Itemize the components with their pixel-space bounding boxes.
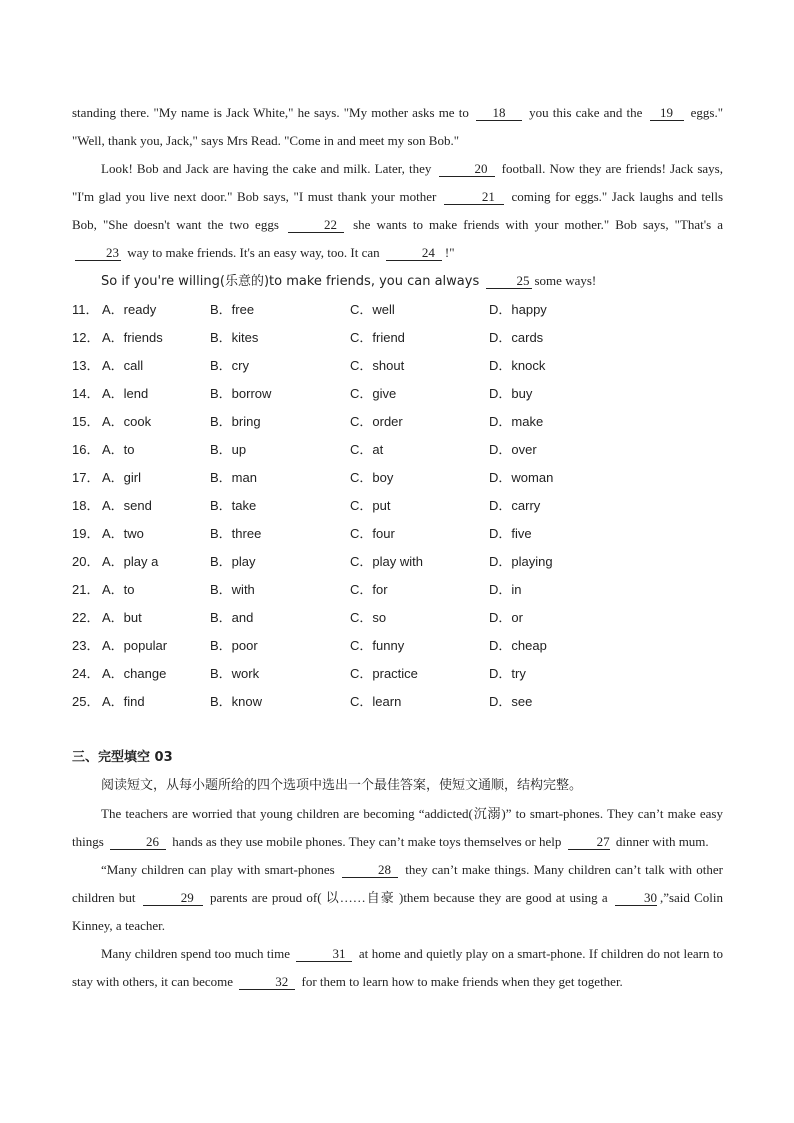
question-number: 15． <box>72 414 100 429</box>
passage-text: dinner with mum. <box>615 834 709 849</box>
section-instructions: 阅读短文，从每小题所给的四个选项中选出一个最佳答案，使短文通顺，结构完整。 <box>101 778 583 793</box>
option-d: D．over <box>489 442 537 457</box>
passage-text: hands as they use mobile phones. They can’t make toys themselves or help <box>172 834 562 849</box>
question-row <box>72 576 723 604</box>
passage-text: standing there. "My name is Jack White," he says. "My mother asks me to <box>72 105 469 120</box>
question-number: 16． <box>72 442 100 457</box>
question-number: 25． <box>72 694 100 709</box>
option-c: C．learn <box>350 694 402 709</box>
question-row <box>72 520 723 548</box>
option-c: C．play with <box>350 554 423 569</box>
option-c: C．give <box>350 386 397 401</box>
passage-text: So if you're willing(乐意的)to make friends, you can always <box>101 274 480 289</box>
option-a: A．play a <box>102 554 159 569</box>
option-a: A．two <box>102 526 144 541</box>
option-a: A．cook <box>102 414 152 429</box>
option-b: B．free <box>210 302 255 317</box>
document-page <box>72 99 723 996</box>
question-number: 12． <box>72 330 100 345</box>
passage-text: they can’t make things. Many children can’t talk with other children but <box>72 862 724 905</box>
question-row <box>72 296 723 324</box>
option-d: D．woman <box>489 470 554 485</box>
passage-text: eggs." "Well, thank you, Jack," says Mrs Read. "Come in and meet my son Bob." <box>72 105 724 148</box>
option-c: C．at <box>350 442 384 457</box>
option-d: D．knock <box>489 358 546 373</box>
option-a: A．change <box>102 666 167 681</box>
option-b: B．cry <box>210 358 250 373</box>
option-c: C．funny <box>350 638 405 653</box>
option-c: C．practice <box>350 666 418 681</box>
blank-23: 23 <box>75 245 121 261</box>
option-a: A．girl <box>102 470 142 485</box>
passage-text: Many children spend too much time <box>101 946 291 961</box>
blank-18: 18 <box>476 105 522 121</box>
passage-paragraph <box>72 800 723 856</box>
question-number: 23． <box>72 638 100 653</box>
blank-26: 26 <box>110 834 166 850</box>
option-a: A．find <box>102 694 145 709</box>
option-c: C．shout <box>350 358 405 373</box>
option-b: B．up <box>210 442 247 457</box>
blank-19: 19 <box>650 105 684 121</box>
blank-20: 20 <box>439 161 495 177</box>
blank-22: 22 <box>288 217 344 233</box>
passage-text: at home and quietly play on a smart-phone. If children do not learn to stay with others, it can become <box>72 946 723 989</box>
blank-27: 27 <box>568 834 610 850</box>
option-a: A．to <box>102 442 135 457</box>
option-d: D．buy <box>489 386 533 401</box>
passage-text: ,”said Colin Kinney, a teacher. <box>72 890 724 933</box>
option-b: B．play <box>210 554 256 569</box>
passage-paragraph <box>72 99 723 155</box>
passage-text: Look! Bob and Jack are having the cake and milk. Later, they <box>101 161 432 176</box>
option-b: B．borrow <box>210 386 272 401</box>
option-b: B．three <box>210 526 262 541</box>
option-c: C．order <box>350 414 403 429</box>
option-d: D．happy <box>489 302 547 317</box>
blank-28: 28 <box>342 862 398 878</box>
passage-text: way to make friends. It's an easy way, too. It can <box>127 245 380 260</box>
question-number: 14． <box>72 386 100 401</box>
option-b: B．take <box>210 498 257 513</box>
blank-21: 21 <box>444 189 504 205</box>
question-row <box>72 324 723 352</box>
passage-text: for them to learn how to make friends when they get together. <box>301 974 623 989</box>
passage-text: “Many children can play with smart-phones <box>101 862 335 877</box>
blank-24: 24 <box>386 245 442 261</box>
question-row <box>72 688 723 716</box>
option-a: A．send <box>102 498 152 513</box>
question-number: 22． <box>72 610 100 625</box>
option-a: A．call <box>102 358 144 373</box>
question-number: 19． <box>72 526 100 541</box>
option-a: A．popular <box>102 638 168 653</box>
passage-paragraph <box>72 267 723 296</box>
option-d: D．see <box>489 694 533 709</box>
option-c: C．friend <box>350 330 405 345</box>
passage-text: you this cake and the <box>529 105 643 120</box>
option-a: A．but <box>102 610 142 625</box>
question-row <box>72 464 723 492</box>
question-row <box>72 492 723 520</box>
passage-text: coming for eggs." Jack laughs and tells Bob, "She doesn't want the two eggs <box>72 189 724 232</box>
option-b: B．and <box>210 610 254 625</box>
option-c: C．put <box>350 498 391 513</box>
option-c: C．for <box>350 582 388 597</box>
question-number: 11． <box>72 302 99 317</box>
blank-31: 31 <box>296 946 352 962</box>
question-number: 24． <box>72 666 100 681</box>
option-b: B．bring <box>210 414 261 429</box>
option-d: D．playing <box>489 554 553 569</box>
option-d: D．cards <box>489 330 544 345</box>
question-options-list <box>72 296 723 716</box>
passage-paragraph <box>72 856 723 940</box>
option-c: C．boy <box>350 470 394 485</box>
question-number: 21． <box>72 582 100 597</box>
option-d: D．cheap <box>489 638 547 653</box>
passage-text: parents are proud of( 以……自豪 )them because they are good at using a <box>209 890 608 905</box>
question-number: 18． <box>72 498 100 513</box>
option-a: A．lend <box>102 386 149 401</box>
option-b: B．kites <box>210 330 259 345</box>
question-row <box>72 408 723 436</box>
passage-paragraph <box>72 155 723 267</box>
blank-30: 30 <box>615 890 657 906</box>
passage-text: some ways! <box>534 273 597 288</box>
passage-text: The teachers are worried that young children are becoming “addicted(沉溺)” to smart-phones. They can’t make easy things <box>72 806 723 849</box>
option-d: D．in <box>489 582 522 597</box>
blank-25: 25 <box>486 273 532 289</box>
question-row <box>72 380 723 408</box>
passage-text: football. Now they are friends! Jack says, "I'm glad you live next door." Bob says, "I must thank your mother <box>72 161 723 204</box>
option-c: C．four <box>350 526 395 541</box>
option-a: A．ready <box>102 302 157 317</box>
option-b: B．man <box>210 470 257 485</box>
option-d: D．five <box>489 526 532 541</box>
option-d: D．make <box>489 414 544 429</box>
passage-text: !" <box>444 245 455 260</box>
option-c: C．well <box>350 302 395 317</box>
option-a: A．friends <box>102 330 163 345</box>
blank-29: 29 <box>143 890 203 906</box>
option-b: B．poor <box>210 638 258 653</box>
question-row <box>72 660 723 688</box>
option-a: A．to <box>102 582 135 597</box>
option-b: B．with <box>210 582 255 597</box>
option-d: D．try <box>489 666 526 681</box>
blank-32: 32 <box>239 974 295 990</box>
question-row <box>72 548 723 576</box>
option-b: B．work <box>210 666 260 681</box>
question-number: 13． <box>72 358 100 373</box>
question-row <box>72 604 723 632</box>
passage-paragraph <box>72 940 723 996</box>
option-c: C．so <box>350 610 387 625</box>
question-row <box>72 436 723 464</box>
question-number: 20． <box>72 554 100 569</box>
passage-text: she wants to make friends with your mother." Bob says, "That's a <box>353 217 724 232</box>
option-d: D．carry <box>489 498 541 513</box>
section-heading: 三、完型填空 03 <box>72 750 173 765</box>
question-number: 17． <box>72 470 100 485</box>
option-b: B．know <box>210 694 263 709</box>
question-row <box>72 352 723 380</box>
option-d: D．or <box>489 610 523 625</box>
question-row <box>72 632 723 660</box>
